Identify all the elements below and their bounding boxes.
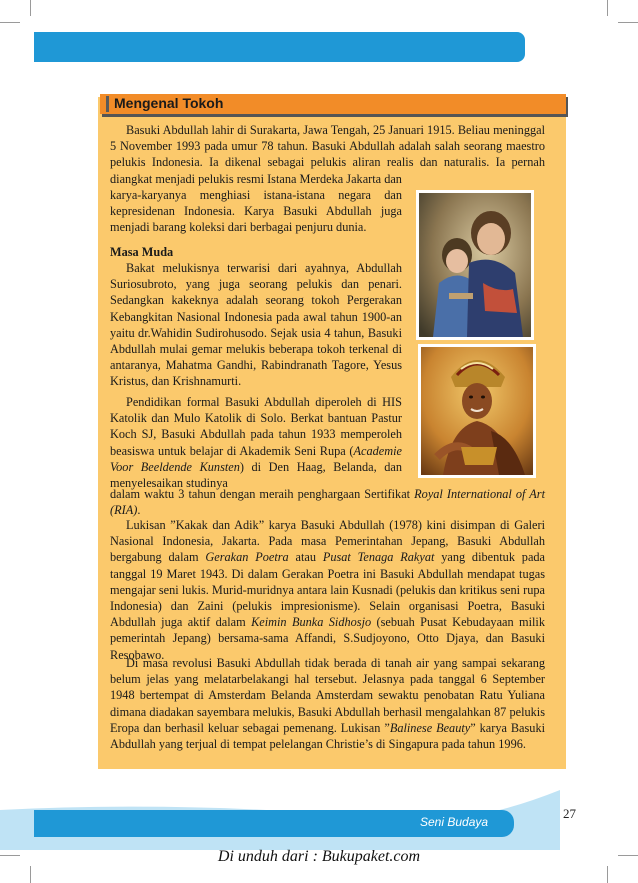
intro-paragraph-half <box>110 187 402 236</box>
masa-muda-paragraph-1 <box>110 260 402 390</box>
crop-mark <box>618 22 638 23</box>
masa-muda-paragraph-2-cont <box>110 486 545 518</box>
section-title: Mengenal Tokoh <box>114 95 224 111</box>
paragraph-text: Lukisan ”Kakak dan Adik” karya Basuki Abdullah (1978) kini disimpan di Galeri Nasional Indonesia, Jakarta. Pada masa Pemerintahan Jepang, Basuki Abdullah bergabung dalam <box>110 518 545 565</box>
academie-name: Academie Voor Beeldende Kunsten <box>110 443 402 474</box>
paragraph-text: Bakat melukisnya terwarisi dari ayahnya, Abdullah Suriosubroto, yang juga seorang pelukis dan penari. Sedangkan kakeknya adalah seorang tokoh Pergerakan Kebangkitan Nasional Indonesia pada awal tahun 1900-an yaitu dr.Wahidin Sudirohusodo. Sejak usia 4 tahun, Basuki Abdullah mulai gemar melukis beberapa tokoh terkenal di antaranya, Mahatma Gandhi, Rabindranath Tagore, Yesus Kristus, dan Krishnamurti. <box>110 261 402 389</box>
balinese-beauty: Balinese Beauty <box>389 720 471 735</box>
header-accent <box>106 96 109 112</box>
painting-balinese-woman-image <box>421 347 533 475</box>
crop-mark <box>30 0 31 16</box>
painting-balinese-beauty <box>418 344 536 478</box>
page-number: 27 <box>563 806 576 821</box>
painting-kakak-dan-adik <box>416 190 534 340</box>
paragraph-text: Pendidikan formal Basuki Abdullah diperoleh di HIS Katolik dan Mulo Katolik di Solo. Berkat bantuan Pastur Koch SJ, Basuki Abdullah pada tahun 1933 memperoleh beasiswa untuk belajar di Akademik Seni Rupa ( <box>110 395 402 458</box>
painting-children-image <box>419 193 531 337</box>
section-header <box>100 94 566 114</box>
intro-text-cont: karya-karyanya menghiasi istana-istana negara dan kepresidenan Indonesia. Karya Basuki Abdullah juga menjadi barang koleksi dari berbagai penjuru dunia. <box>110 188 402 235</box>
pusat-tenaga-rakyat: Pusat Tenaga Rakyat <box>322 550 435 565</box>
paragraph-text: . <box>137 503 141 518</box>
download-note: Di unduh dari : Bukupaket.com <box>217 848 421 865</box>
masa-muda-paragraph-2 <box>110 394 402 491</box>
paragraph-text: dalam waktu 3 tahun dengan meraih penghargaan Sertifikat <box>110 487 415 501</box>
paragraph-text: ) di Den Haag, Belanda, dan menyelesaikan studinya <box>110 459 402 491</box>
paragraph-3 <box>110 517 545 663</box>
paragraph-4 <box>110 655 545 752</box>
keimin-bunka-sidhosjo: Keimin Bunka Sidhosjo <box>251 615 372 630</box>
award-name: Royal International of Art (RIA) <box>110 487 546 518</box>
heading-text: Masa Muda <box>110 245 174 259</box>
intro-text: Basuki Abdullah lahir di Surakarta, Jawa Tengah, 25 Januari 1915. Beliau meninggal 5 November 1993 pada umur 78 tahun. Basuki Abdullah adalah salah seorang maestro pelukis Indonesia. Ia dikenal sebagai pelukis aliran realis dan naturalis. Ia pernah diangkat menjadi pelukis resmi Istana Merdeka Jakarta dan <box>110 123 545 186</box>
top-banner <box>34 32 525 62</box>
book-title: Seni Budaya <box>420 815 489 829</box>
masa-muda-heading <box>110 244 402 260</box>
crop-mark <box>607 866 608 883</box>
paragraph-text: ” karya Basuki Abdullah yang terjual di tempat pelelangan Christie’s di Singapura pada tahun 1996. <box>110 720 546 752</box>
gerakan-poetra: Gerakan Poetra <box>205 550 289 565</box>
crop-mark <box>30 866 31 883</box>
paragraph-text: (sebuah Pusat Kebudayaan milik pemerintah Jepang) bersama-sama Affandi, S.Sudjoyono, Otto Djaya, dan Basuki Resobawo. <box>110 615 545 662</box>
paragraph-text: yang dibentuk pada tanggal 19 Maret 1943. Di dalam Gerakan Poetra ini Basuki Abdullah mendapat tugas mengajar seni lukis. Murid-muridnya antara lain Kusnadi (pelukis dan kritikus seni rupa Indonesia) dan Zaini (pelukis impresionisme). Selain organisasi Poetra, Basuki Abdullah juga aktif dalam <box>110 550 546 630</box>
paragraph-text: atau <box>288 550 323 565</box>
paragraph-text: Di masa revolusi Basuki Abdullah tidak berada di tanah air yang sampai sekarang belum jelas yang melatarbelakangi hal tersebut. Jelasnya pada tanggal 6 September 1948 bertempat di Amsterdam Belanda Amsterdam sewaktu penobatan Ratu Yuliana dimana diadakan sayembara melukis, Basuki Abdullah berhasil mengalahkan 87 pelukis Eropa dan berhasil keluar sebagai pemenang. Lukisan ” <box>110 656 545 735</box>
crop-mark <box>607 0 608 16</box>
intro-paragraph-full <box>110 122 545 187</box>
crop-mark <box>0 22 20 23</box>
